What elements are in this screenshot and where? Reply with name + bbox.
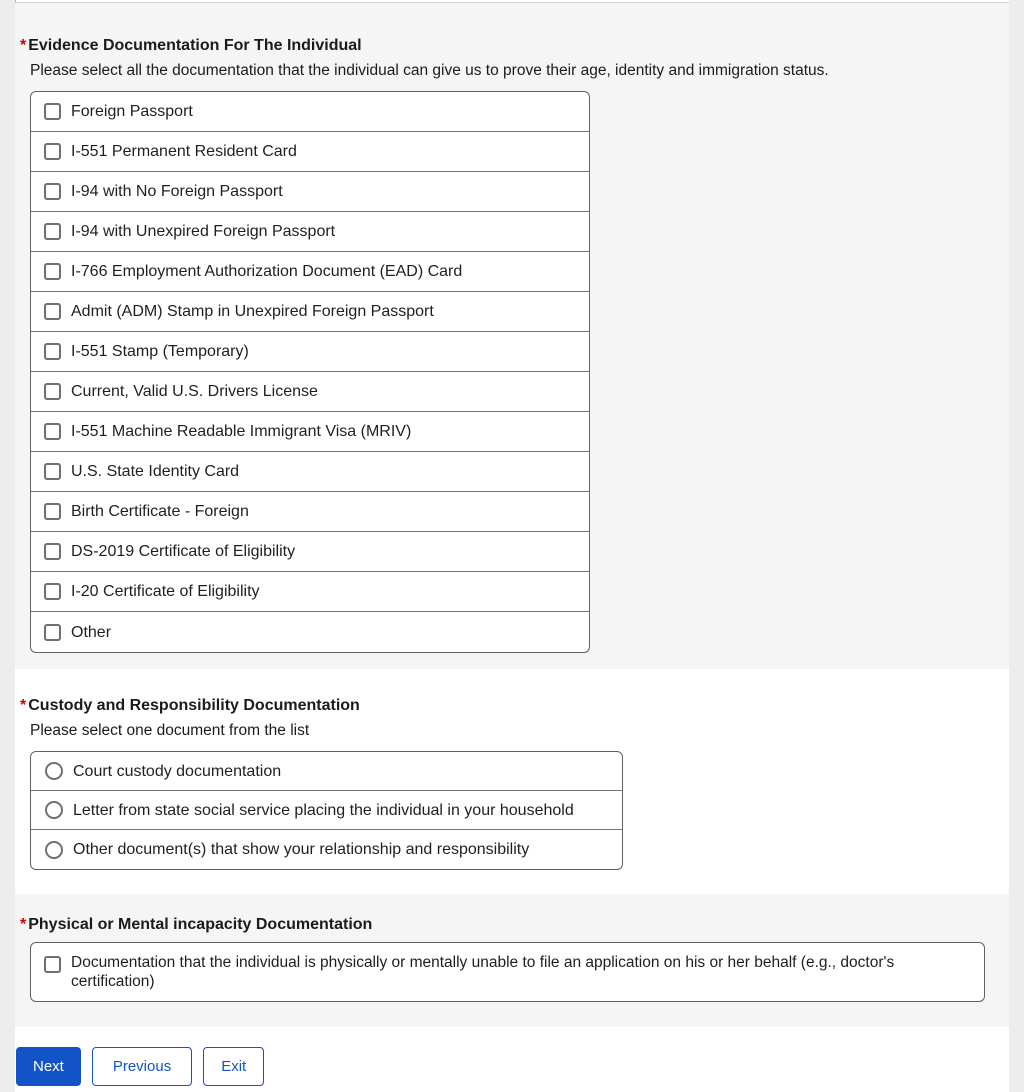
checkbox-icon[interactable] xyxy=(44,303,61,320)
checkbox-icon[interactable] xyxy=(44,343,61,360)
radio-option-row[interactable] xyxy=(31,791,622,830)
option-label: I-551 Permanent Resident Card xyxy=(71,143,297,160)
required-asterisk: * xyxy=(20,697,27,714)
checkbox-icon[interactable] xyxy=(44,543,61,560)
radio-icon[interactable] xyxy=(45,762,63,780)
checkbox-option-row[interactable] xyxy=(31,412,589,452)
custody-section-title-text: Custody and Responsibility Documentation xyxy=(28,697,360,714)
option-label: Foreign Passport xyxy=(71,103,193,120)
form-actions xyxy=(15,1027,1009,1086)
checkbox-option-row[interactable] xyxy=(31,532,589,572)
option-label: I-94 with No Foreign Passport xyxy=(71,183,283,200)
form-page xyxy=(15,0,1009,1092)
option-label: Admit (ADM) Stamp in Unexpired Foreign Passport xyxy=(71,303,434,320)
option-label: Other document(s) that show your relationship and responsibility xyxy=(73,841,530,858)
previous-button[interactable]: Previous xyxy=(92,1047,192,1086)
checkbox-icon[interactable] xyxy=(44,423,61,440)
required-asterisk: * xyxy=(20,37,27,54)
checkbox-icon[interactable] xyxy=(44,183,61,200)
checkbox-option-row[interactable] xyxy=(31,172,589,212)
checkbox-option-row[interactable] xyxy=(31,492,589,532)
evidence-options-list xyxy=(30,91,590,653)
checkbox-option-row[interactable] xyxy=(31,372,589,412)
next-button[interactable]: Next xyxy=(16,1047,81,1086)
option-label: I-551 Machine Readable Immigrant Visa (MRIV) xyxy=(71,423,412,440)
option-label: I-766 Employment Authorization Document (EAD) Card xyxy=(71,263,463,280)
checkbox-icon[interactable] xyxy=(44,263,61,280)
incapacity-section-title xyxy=(20,916,1009,934)
custody-section-subtitle: Please select one document from the list xyxy=(30,722,310,739)
option-label: I-551 Stamp (Temporary) xyxy=(71,343,249,360)
required-asterisk: * xyxy=(20,916,27,933)
checkbox-icon[interactable] xyxy=(44,956,61,973)
option-label: I-94 with Unexpired Foreign Passport xyxy=(71,223,336,240)
checkbox-option-row[interactable] xyxy=(31,943,984,1001)
checkbox-icon[interactable] xyxy=(44,103,61,120)
exit-button[interactable]: Exit xyxy=(203,1047,264,1086)
checkbox-option-row[interactable] xyxy=(31,92,589,132)
checkbox-icon[interactable] xyxy=(44,223,61,240)
checkbox-option-row[interactable] xyxy=(31,612,589,652)
option-label: Birth Certificate - Foreign xyxy=(71,503,249,520)
checkbox-option-row[interactable] xyxy=(31,572,589,612)
evidence-documentation-section xyxy=(15,3,1009,669)
incapacity-documentation-section xyxy=(15,894,1009,1027)
checkbox-option-row[interactable] xyxy=(31,452,589,492)
checkbox-option-row[interactable] xyxy=(31,132,589,172)
option-label: U.S. State Identity Card xyxy=(71,463,240,480)
option-label: Court custody documentation xyxy=(73,762,282,780)
incapacity-section-title-text: Physical or Mental incapacity Documentation xyxy=(28,916,373,933)
checkbox-option-row[interactable] xyxy=(31,252,589,292)
radio-option-row[interactable] xyxy=(31,830,622,869)
checkbox-option-row[interactable] xyxy=(31,332,589,372)
option-label: I-20 Certificate of Eligibility xyxy=(71,583,260,600)
custody-options-list xyxy=(30,751,623,870)
radio-icon[interactable] xyxy=(45,841,63,859)
custody-section-title xyxy=(20,697,1009,715)
option-label: Other xyxy=(71,623,112,641)
checkbox-icon[interactable] xyxy=(44,624,61,641)
checkbox-icon[interactable] xyxy=(44,143,61,160)
checkbox-option-row[interactable] xyxy=(31,212,589,252)
incapacity-options-list xyxy=(30,942,985,1002)
checkbox-icon[interactable] xyxy=(44,503,61,520)
option-label: Current, Valid U.S. Drivers License xyxy=(71,383,318,400)
checkbox-icon[interactable] xyxy=(44,383,61,400)
evidence-section-subtitle: Please select all the documentation that the individual can give us to prove their age, identity and immigration status. xyxy=(30,62,829,79)
evidence-section-title-text: Evidence Documentation For The Individual xyxy=(28,37,362,54)
radio-option-row[interactable] xyxy=(31,752,622,791)
option-label: Letter from state social service placing the individual in your household xyxy=(73,801,574,819)
option-label: Documentation that the individual is physically or mentally unable to file an application on his or her behalf (e.g., doctor's certification) xyxy=(71,954,895,990)
evidence-section-title xyxy=(20,37,1009,55)
checkbox-icon[interactable] xyxy=(44,583,61,600)
checkbox-icon[interactable] xyxy=(44,463,61,480)
radio-icon[interactable] xyxy=(45,801,63,819)
checkbox-option-row[interactable] xyxy=(31,292,589,332)
custody-documentation-section xyxy=(15,669,1009,894)
option-label: DS-2019 Certificate of Eligibility xyxy=(71,543,296,560)
